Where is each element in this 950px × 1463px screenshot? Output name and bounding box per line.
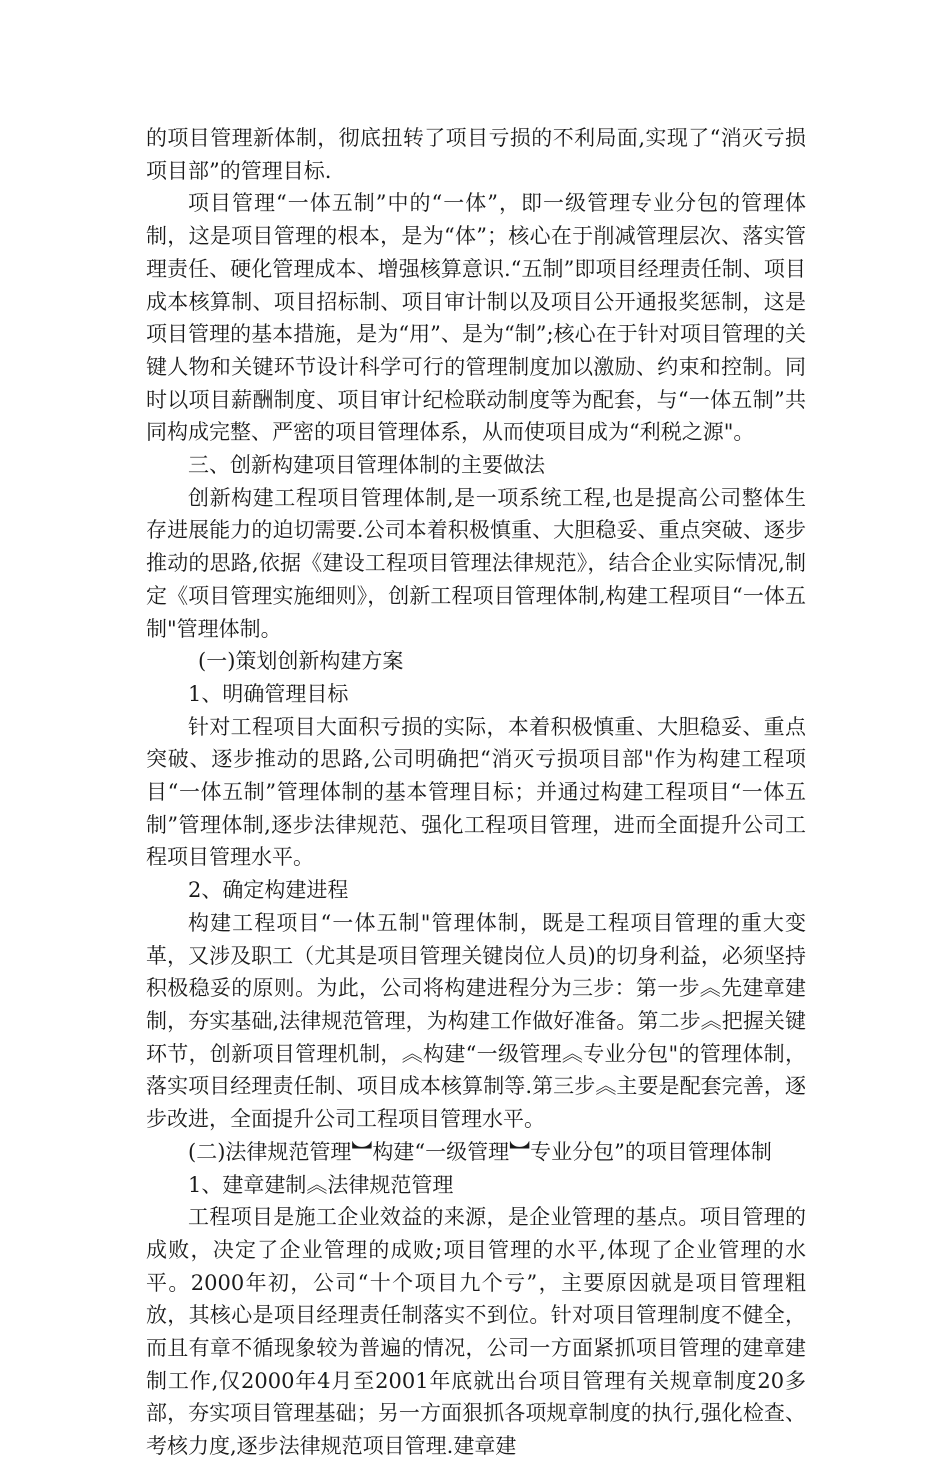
paragraph-innovation-overview: 创新构建工程项目管理体制,是一项系统工程,也是提高公司整体生存进展能力的迫切需要.公司本着积极慎重、大胆稳妥、重点突破、逐步推动的思路,依据《建设工程项目管理法律规范》，结合企业实际情况,制定《项目管理实施细则》，创新工程项目管理体制,构建工程项目“一体五制"管理体制。 (146, 485, 806, 641)
paragraph-construction-process: 构建工程项目“一体五制"管理体制，既是工程项目管理的重大变革，又涉及职工（尤其是项目管理关键岗位人员)的切身利益，必须坚持积极稳妥的原则。为此，公司将构建进程分为三步：第一步︽先建章建制，夯实基础,法律规范管理，为构建工作做好准备。第二步︽把握关键环节，创新项目管理机制，︽构建“一级管理︽专业分包"的管理体制，落实项目经理责任制、项目成本核算制等.第三步︽主要是配套完善，逐步改进，全面提升公司工程项目管理水平。 (146, 910, 806, 1132)
item-heading-clear-goals: 1、明确管理目标 (188, 681, 349, 706)
item-heading-rules-building: 1、建章建制︽法律规范管理 (188, 1172, 454, 1197)
subsection-heading-2: (二)法律规范管理︼构建“一级管理︼专业分包”的项目管理体制 (188, 1139, 772, 1164)
paragraph-rules-building: 工程项目是施工企业效益的来源，是企业管理的基点。项目管理的成败，决定了企业管理的成败;项目管理的水平,体现了企业管理的水平。2000年初，公司“十个项目九个亏”，主要原因就是项目管理粗放，其核心是项目经理责任制落实不到位。针对项目管理制度不健全，而且有章不循现象较为普遍的情况，公司一方面紧抓项目管理的建章建制工作,仅2000年4月至2001年底就出台项目管理有关规章制度20多部，夯实项目管理基础；另一方面狠抓各项规章制度的执行,强化检查、考核力度,逐步法律规范项目管理.建章建 (146, 1205, 806, 1459)
paragraph-management-goals: 针对工程项目大面积亏损的实际，本着积极慎重、大胆稳妥、重点突破、逐步推动的思路,公司明确把“消灭亏损项目部"作为构建工程项目“一体五制”管理体制的基本管理目标；并通过构建工程项目“一体五制”管理体制,逐步法律规范、强化工程项目管理，进而全面提升公司工程项目管理水平。 (146, 714, 806, 870)
paragraph-continuation: 的项目管理新体制，彻底扭转了项目亏损的不利局面,实现了“消灭亏损项目部”的管理目标. (146, 126, 806, 183)
subsection-heading-1: (一)策划创新构建方案 (198, 649, 404, 674)
item-heading-construction-process: 2、确定构建进程 (188, 878, 349, 903)
paragraph-one-body-five-systems: 项目管理“一体五制”中的“一体”，即一级管理专业分包的管理体制，这是项目管理的根本，是为“体”；核心在于削减管理层次、落实管理责任、硬化管理成本、增强核算意识.“五制”即项目经理责任制、项目成本核算制、项目招标制、项目审计制以及项目公开通报奖惩制，这是项目管理的基本措施，是为“用”、是为“制”;核心在于针对项目管理的关键人物和关键环节设计科学可行的管理制度加以激励、约束和控制。同时以项目薪酬制度、项目审计纪检联动制度等为配套，与“一体五制”共同构成完整、严密的项目管理体系，从而使项目成为“利税之源"。 (146, 191, 806, 445)
section-heading-3: 三、创新构建项目管理体制的主要做法 (188, 453, 545, 478)
document-body (146, 122, 806, 1463)
